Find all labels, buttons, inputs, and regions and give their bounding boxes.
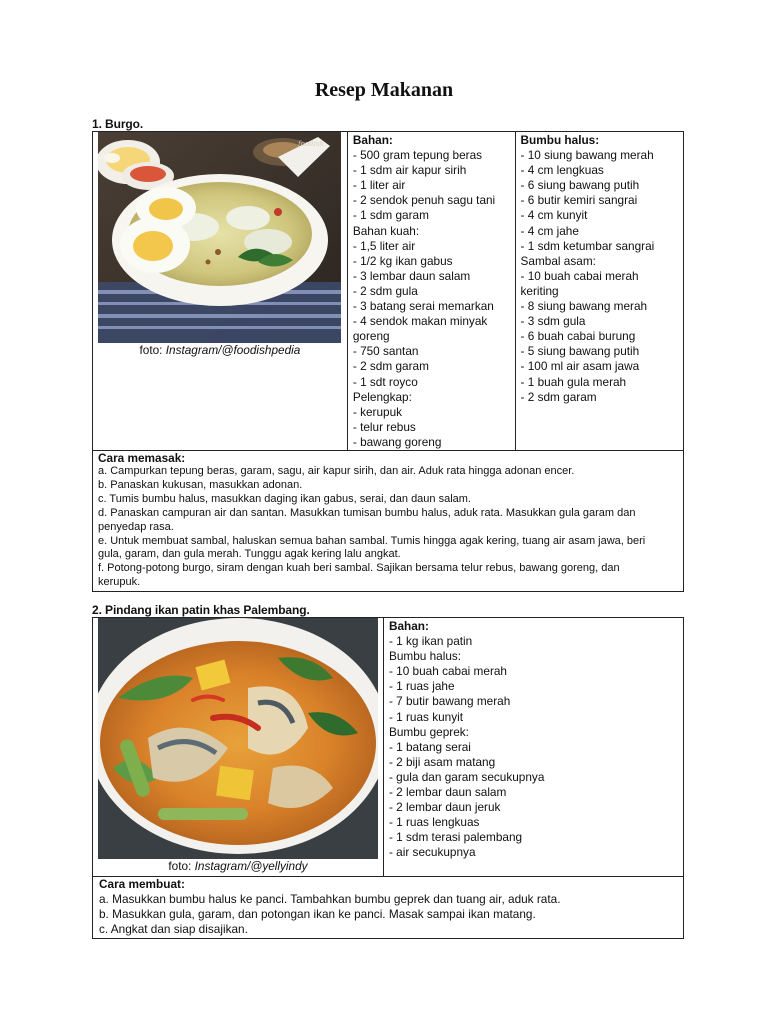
spice-line: - 8 siung bawang merah [520,299,648,314]
recipe-1-spices [515,132,683,451]
ingredient-line: goreng [352,329,390,344]
steps-title: Cara membuat: [99,877,185,891]
ingredient-line: - 4 sendok makan minyak [352,314,488,329]
step-line: b. Panaskan kukusan, masukkan adonan. [98,478,303,491]
step-line: c. Angkat dan siap disajikan. [99,922,248,936]
spice-line: - 10 siung bawang merah [520,148,654,163]
step-line: d. Panaskan campuran air dan santan. Masukkan tumisan bumbu halus, aduk rata. Masukkan gula garam dan [98,506,636,519]
ingredient-line: - 1 sdt royco [352,374,418,389]
spice-line: - 4 cm kunyit [520,208,588,223]
recipe-1-photo-cell [93,132,348,451]
ingredient-line: - 1 kg ikan patin [388,634,473,649]
ingredient-line: Bumbu geprek: [388,724,469,739]
caption-handle: Instagram/@yellyindy [194,859,308,873]
spice-line: - 100 ml air asam jawa [520,359,640,374]
ingredient-line: - 2 sdm garam [352,359,429,374]
recipe-1-table [92,131,684,592]
spices-list [521,148,678,405]
ingredient-line: - kerupuk [352,404,403,419]
ingredient-line: Bumbu halus: [388,649,462,664]
steps-list [98,465,677,590]
caption-prefix: foto: [168,859,195,873]
ingredient-line: - 2 lembar daun jeruk [388,800,501,815]
ingredient-line: - 1 batang serai [388,739,471,754]
ingredient-line: - 1 ruas jahe [388,679,455,694]
spices-title: Bumbu halus: [520,133,600,147]
spice-line: - 6 buah cabai burung [520,329,636,344]
spice-line: - 6 butir kemiri sangrai [520,193,638,208]
ingredient-line: - air secukupnya [388,845,476,860]
recipe-1-photo-caption [93,343,347,357]
ingredient-line: - 2 lembar daun salam [388,785,507,800]
ingredient-line: - bawang goreng [352,434,442,449]
spice-line: - 1 buah gula merah [520,374,627,389]
pindang-photo [98,618,378,859]
pindang-photo-image [98,618,378,859]
ingredients-title: Bahan: [352,133,393,147]
ingredient-line: - 1/2 kg ikan gabus [352,253,453,268]
spice-line: - 3 sdm gula [520,314,586,329]
steps-list [99,892,677,937]
spice-line: Sambal asam: [520,253,596,268]
ingredient-line: - 10 buah cabai merah [388,664,507,679]
ingredient-line: - 1 ruas lengkuas [388,815,480,830]
recipe-2-table [92,617,684,939]
ingredient-line: - 2 biji asam matang [388,754,496,769]
ingredient-line: Pelengkap: [352,389,412,404]
recipe-2-photo-cell [93,618,384,877]
spice-line: - 4 cm lengkuas [520,163,604,178]
burgo-photo-image [98,132,341,343]
step-line: kerupuk. [98,576,141,589]
svg-text:foodish: foodish [298,140,324,148]
ingredients-list [389,634,678,860]
spice-line: keriting [520,283,559,298]
recipe-2-ingredients [383,618,683,877]
burgo-photo [98,132,341,343]
step-line: gula, garam, dan gula merah. Tunggu agak kering lalu angkat. [98,548,401,561]
step-line: f. Potong-potong burgo, siram dengan kuah beri sambal. Sajikan bersama telur rebus, bawang goreng, dan [98,562,620,575]
spice-line: - 1 sdm ketumbar sangrai [520,238,655,253]
recipe-1-ingredients [347,132,515,451]
step-line: a. Campurkan tepung beras, garam, sagu, air kapur sirih, dan air. Aduk rata hingga adonan encer. [98,464,575,477]
caption-handle: Instagram/@foodishpedia [165,343,301,357]
ingredient-line: - 3 lembar daun salam [352,268,471,283]
ingredient-line: - 2 sdm gula [352,283,418,298]
ingredient-line: - 1 ruas kunyit [388,709,464,724]
ingredient-line: - 3 batang serai memarkan [352,299,494,314]
ingredient-line: - 1 sdm garam [352,208,429,223]
recipe-1-heading: 1. Burgo. [92,117,144,131]
recipe-2-photo-caption [93,859,383,873]
ingredient-line: - 750 santan [352,344,419,359]
recipe-2-heading: 2. Pindang ikan patin khas Palembang. [92,603,310,617]
caption-prefix: foto: [139,343,166,357]
step-line: penyedap rasa. [98,520,174,533]
spice-line: - 5 siung bawang putih [520,344,640,359]
spice-line: - 2 sdm garam [520,389,597,404]
spice-line: - 4 cm jahe [520,223,579,238]
step-line: a. Masukkan bumbu halus ke panci. Tambahkan bumbu geprek dan tuang air, aduk rata. [99,892,561,906]
spice-line: - 10 buah cabai merah [520,268,639,283]
ingredient-line: Bahan kuah: [352,223,420,238]
step-line: e. Untuk membuat sambal, haluskan semua bahan sambal. Tumis hingga agak kering, tuang air asam jawa, beri [98,534,646,547]
ingredient-line: - 2 sendok penuh sagu tani [352,193,496,208]
ingredient-line: - telur rebus [352,419,416,434]
recipe-1-steps [93,450,684,591]
step-line: b. Masukkan gula, garam, dan potongan ikan ke panci. Masak sampai ikan matang. [99,907,536,921]
ingredient-line: - 500 gram tepung beras [352,148,483,163]
ingredient-line: - 7 butir bawang merah [388,694,511,709]
steps-title: Cara memasak: [98,450,186,465]
ingredient-line: - 1 sdm terasi palembang [388,830,523,845]
ingredient-line: - gula dan garam secukupnya [388,769,545,784]
ingredients-title: Bahan: [388,619,429,633]
ingredient-line: - 1,5 liter air [352,238,416,253]
step-line: c. Tumis bumbu halus, masukkan daging ikan gabus, serai, dan daun salam. [98,492,471,505]
ingredients-list [353,148,510,450]
ingredient-line: - 1 liter air [352,178,406,193]
recipe-2-steps [93,877,684,939]
ingredient-line: - 1 sdm air kapur sirih [352,163,467,178]
document-title: Resep Makanan [314,79,454,101]
spice-line: - 6 siung bawang putih [520,178,640,193]
